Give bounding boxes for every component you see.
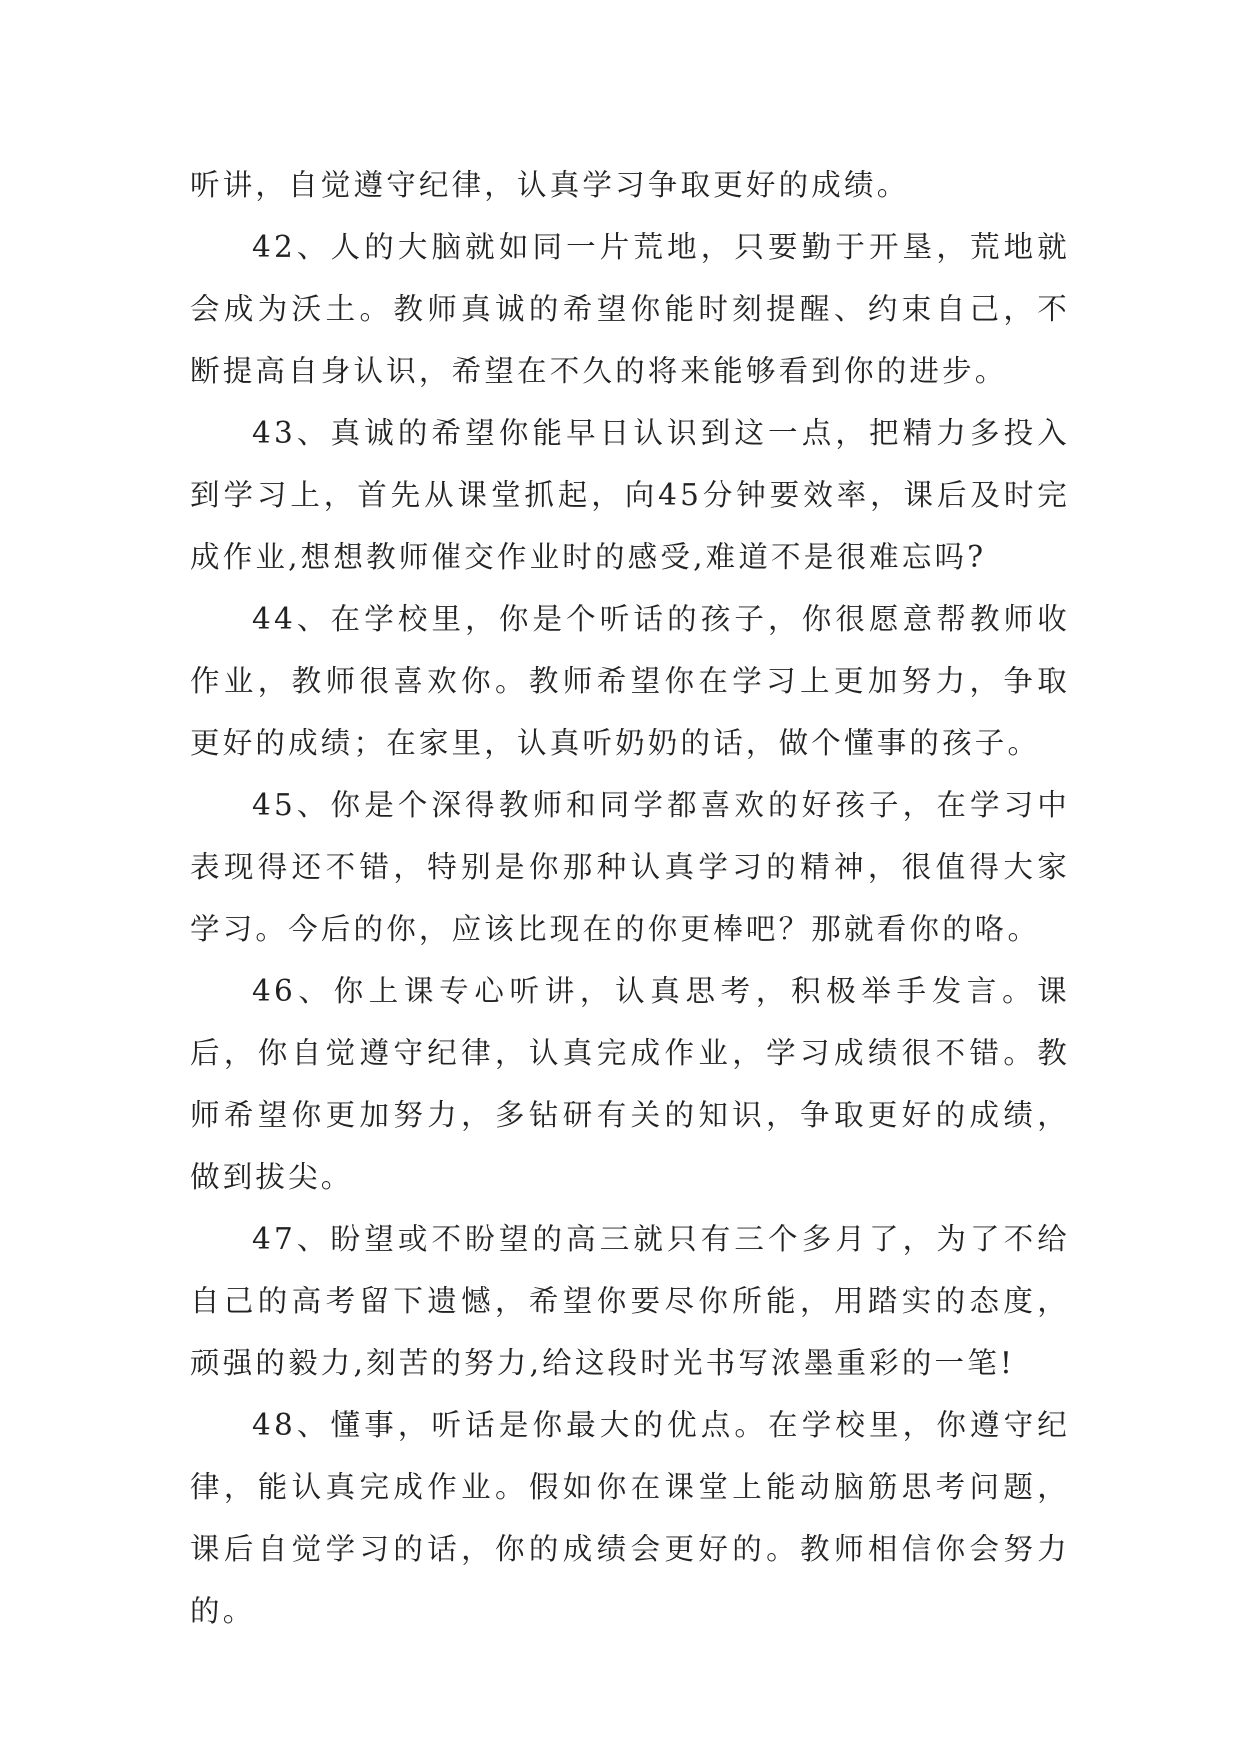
document-body (190, 154, 1070, 1642)
paragraph-item-45: 45、你是个深得教师和同学都喜欢的好孩子，在学习中表现得还不错，特别是你那种认真学习的精神，很值得大家学习。今后的你，应该比现在的你更棒吧？那就看你的咯。 (190, 788, 1070, 946)
paragraph-item-47: 47、盼望或不盼望的高三就只有三个多月了，为了不给自己的高考留下遗憾，希望你要尽你所能，用踏实的态度，顽强的毅力,刻苦的努力,给这段时光书写浓墨重彩的一笔! (190, 1222, 1070, 1380)
paragraph-item-43: 43、真诚的希望你能早日认识到这一点，把精力多投入到学习上，首先从课堂抓起，向45分钟要效率，课后及时完成作业,想想教师催交作业时的感受,难道不是很难忘吗? (190, 416, 1070, 574)
paragraph-item-46: 46、你上课专心听讲，认真思考，积极举手发言。课后，你自觉遵守纪律，认真完成作业，学习成绩很不错。教师希望你更加努力，多钻研有关的知识，争取更好的成绩，做到拔尖。 (190, 974, 1070, 1194)
paragraph-item-44: 44、在学校里，你是个听话的孩子，你很愿意帮教师收作业，教师很喜欢你。教师希望你在学习上更加努力，争取更好的成绩；在家里，认真听奶奶的话，做个懂事的孩子。 (190, 602, 1070, 760)
paragraph-item-48: 48、懂事，听话是你最大的优点。在学校里，你遵守纪律，能认真完成作业。假如你在课堂上能动脑筋思考问题，课后自觉学习的话，你的成绩会更好的。教师相信你会努力的。 (190, 1408, 1070, 1628)
paragraph-item-42: 42、人的大脑就如同一片荒地，只要勤于开垦，荒地就会成为沃土。教师真诚的希望你能时刻提醒、约束自己，不断提高自身认识，希望在不久的将来能够看到你的进步。 (190, 230, 1070, 388)
paragraph-continuation: 听讲，自觉遵守纪律，认真学习争取更好的成绩。 (190, 168, 910, 202)
